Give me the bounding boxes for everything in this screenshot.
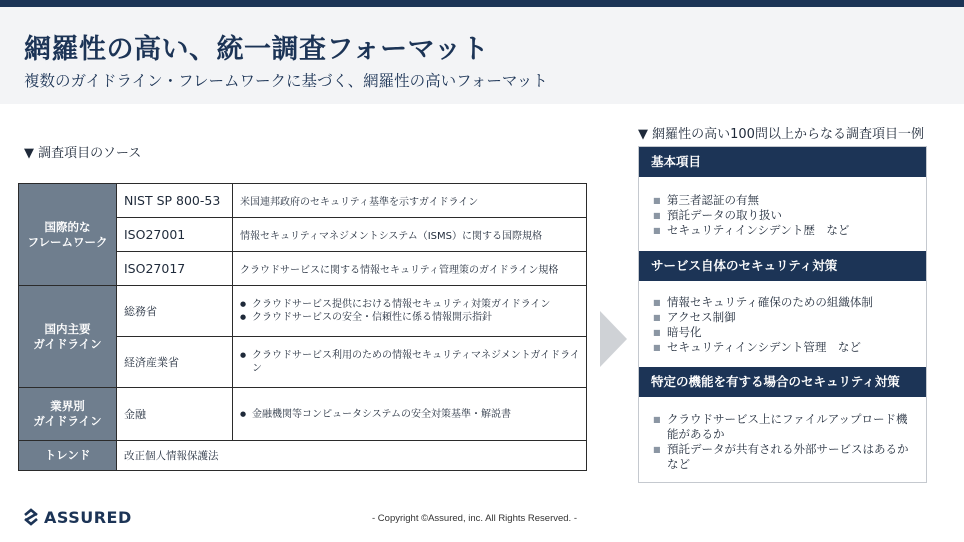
- list-item: ● クラウドサービス利用のための情報セキュリティマネジメントガイドライン: [240, 349, 586, 375]
- source-description: 米国連邦政府のセキュリティ基準を示すガイドライン: [233, 184, 587, 218]
- list-item: ● クラウドサービス提供における情報セキュリティ対策ガイドライン: [240, 298, 586, 311]
- assured-logo-icon: [22, 508, 40, 526]
- section-list-feature-security: [653, 412, 920, 472]
- section-header-feature-security: 特定の機能を有する場合のセキュリティ対策: [639, 367, 926, 397]
- table-row: [19, 388, 587, 441]
- arrow-right-icon: [600, 311, 627, 367]
- sources-section-label: ▼ 調査項目のソース: [24, 146, 142, 161]
- section-list-service-security: [653, 295, 915, 355]
- category-domestic: [19, 286, 117, 388]
- category-industry: [19, 388, 117, 441]
- source-name: ISO27017: [117, 252, 233, 286]
- source-description: [233, 286, 587, 337]
- list-item: ■ 第三者認証の有無: [653, 193, 915, 208]
- list-item: ■ 情報セキュリティ確保のための組織体制: [653, 295, 915, 310]
- list-item: ■ 預託データの取り扱い: [653, 208, 915, 223]
- category-international: [19, 184, 117, 286]
- source-description: クラウドサービスに関する情報セキュリティ管理策のガイドライン規格: [233, 252, 587, 286]
- list-item: ■ アクセス制御: [653, 310, 915, 325]
- list-item: ■ 預託データが共有される外部サービスはあるか など: [653, 442, 915, 472]
- source-description: [233, 337, 587, 388]
- page-subtitle: 複数のガイドライン・フレームワークに基づく、網羅性の高いフォーマット: [24, 72, 548, 90]
- source-name: ISO27001: [117, 218, 233, 252]
- source-description: [233, 388, 587, 441]
- category-trend: トレンド: [19, 441, 117, 471]
- list-item: ● クラウドサービスの安全・信頼性に係る情報開示指針: [240, 311, 586, 324]
- examples-section-label: ▼ 網羅性の高い100問以上からなる調査項目一例: [638, 127, 924, 142]
- list-item: ■ セキュリティインシデント歴 など: [653, 223, 915, 238]
- page-title: 網羅性の高い、統一調査フォーマット: [24, 34, 490, 65]
- source-name: 金融: [117, 388, 233, 441]
- section-list-basic: [653, 193, 915, 238]
- sources-table: [18, 183, 587, 471]
- top-accent-bar: [0, 0, 964, 7]
- source-description: 情報セキュリティマネジメントシステム（ISMS）に関する国際規格: [233, 218, 587, 252]
- list-item: ■ セキュリティインシデント管理 など: [653, 340, 915, 355]
- assured-logo: [22, 507, 132, 527]
- source-name: NIST SP 800-53: [117, 184, 233, 218]
- copyright: - Copyright ©Assured, inc. All Rights Reserved. -: [372, 513, 577, 524]
- list-item: ■ クラウドサービス上にファイルアップロード機能があるか: [653, 412, 915, 442]
- source-name: 経済産業省: [117, 337, 233, 388]
- examples-panel: [638, 146, 927, 483]
- section-header-basic: 基本項目: [639, 147, 926, 177]
- table-row: [19, 286, 587, 337]
- trend-value: 改正個人情報保護法: [117, 441, 587, 471]
- list-item: ● 金融機関等コンピュータシステムの安全対策基準・解説書: [240, 408, 586, 421]
- table-row: [19, 441, 587, 471]
- category-label: 国際的な フレームワーク: [27, 219, 108, 249]
- source-name: 総務省: [117, 286, 233, 337]
- category-label: 国内主要 ガイドライン: [33, 321, 102, 351]
- header: [0, 7, 964, 104]
- category-label: 業界別 ガイドライン: [33, 399, 102, 428]
- list-item: ■ 暗号化: [653, 325, 915, 340]
- section-header-service-security: サービス自体のセキュリティ対策: [639, 251, 926, 281]
- logo-text: ASSURED: [44, 507, 132, 527]
- table-row: [19, 184, 587, 218]
